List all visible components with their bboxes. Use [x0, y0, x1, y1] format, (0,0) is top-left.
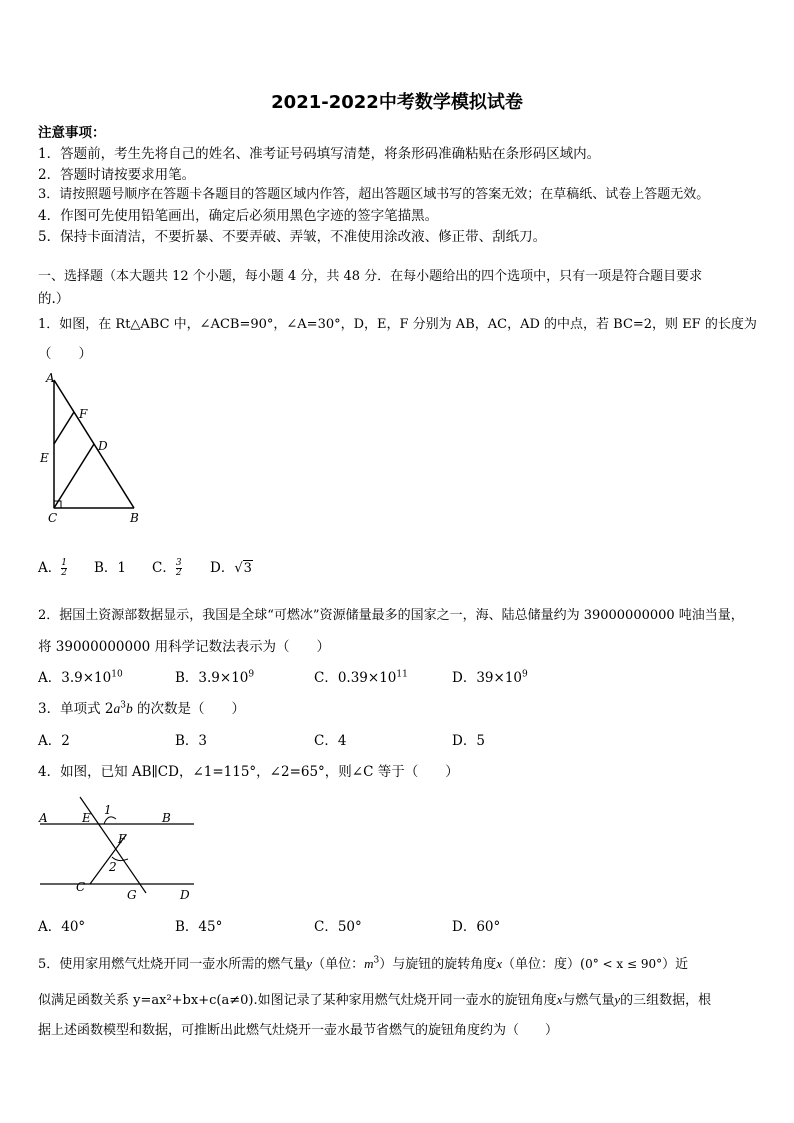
label-b: B	[162, 811, 171, 825]
angle-1-arc	[104, 817, 116, 824]
label-e: E	[40, 451, 49, 465]
q3-option-a[interactable]: A．2	[38, 733, 70, 749]
label-f: F	[118, 832, 127, 846]
q1-option-a[interactable]: A． $\frac{1}{2}$	[38, 558, 67, 578]
q4-option-a[interactable]: A．40°	[38, 919, 86, 935]
segment-cd	[54, 444, 94, 508]
section-header-line2: 的.）	[38, 291, 70, 307]
q1-triangle-figure	[34, 368, 154, 528]
label-g: G	[127, 888, 137, 902]
q2-option-a[interactable]: A．$3.9\times 10^{10}$	[38, 669, 123, 686]
q1-option-c[interactable]: C． $\frac{3}{2}$	[152, 558, 182, 578]
q4-option-b[interactable]: B．45°	[175, 919, 223, 935]
sqrt-three: √3	[234, 561, 252, 576]
label-a: A	[39, 811, 48, 825]
label-e: E	[82, 811, 91, 825]
q1-stem-line2: （ ）	[38, 346, 92, 362]
q4-parallel-lines-figure	[34, 795, 204, 905]
q1-stem-line1: 1．如图，在 Rt△ABC 中，∠ACB=90°，∠A=30°，D，E，F 分别为 AB，AC，AD 的中点，若 BC=2，则 EF 的长度为	[38, 317, 757, 332]
label-d: D	[98, 439, 108, 453]
q2-option-c[interactable]: C．$0.39\times 10^{11}$	[314, 669, 408, 686]
label-d: D	[180, 888, 190, 902]
q4-stem: 4．如图，已知 AB∥CD，∠1=115°，∠2=65°，则∠C 等于（ ）	[38, 764, 459, 780]
label-angle-2: 2	[109, 860, 117, 874]
fraction-one-half: $\frac{1}{2}$	[61, 558, 67, 578]
label-b: B	[130, 511, 139, 525]
section-header-line1: 一、选择题（本大题共 12 个小题，每小题 4 分，共 48 分．在每小题给出的四个选项中，只有一项是符合题目要求	[38, 269, 703, 284]
fraction-three-halves: $\frac{3}{2}$	[175, 558, 182, 578]
notes-header: 注意事项：	[38, 125, 106, 141]
q4-option-d[interactable]: D．60°	[452, 919, 501, 935]
label-a: A	[46, 371, 55, 385]
q2-stem-line2: 将 39000000000 用科学记数法表示为（ ）	[38, 639, 331, 655]
note-item: 3．请按照题号顺序在答题卡各题目的答题区域内作答，超出答题区域书写的答案无效；在草稿纸、试卷上答题无效。	[38, 187, 710, 202]
q3-option-b[interactable]: B．3	[175, 733, 208, 749]
q3-stem: 3．单项式 $2a^3b$ 的次数是（ ）	[38, 700, 246, 717]
note-item: 5．保持卡面清洁，不要折暴、不要弄破、弄皱，不准使用涂改液、修正带、刮纸刀。	[38, 229, 547, 245]
label-c: C	[48, 511, 58, 525]
note-item: 4．作图可先使用铅笔画出，确定后必须用黑色字迹的签字笔描黑。	[38, 208, 439, 224]
q4-option-c[interactable]: C．50°	[314, 919, 362, 935]
q5-stem-line3: 据上述函数模型和数据，可推断出此燃气灶烧开一壶水最节省燃气的旋钮角度约为（ ）	[38, 1023, 559, 1038]
segment-ef	[54, 412, 74, 444]
page-title: 2021-2022中考数学模拟试卷	[271, 92, 523, 113]
q5-stem-line1: 5．使用家用燃气灶烧开同一壶水所需的燃气量y（单位：$m^3$）与旋钮的旋转角度x（单位：度）(0° < x ≤ 90°）近	[38, 955, 689, 972]
q5-stem-line2: 似满足函数关系 y=ax²+bx+c(a≠0).如图记录了某种家用燃气灶烧开同一壶水的旋钮角度x与燃气量y的三组数据，根	[38, 992, 712, 1008]
label-c: C	[76, 880, 86, 894]
q2-stem-line1: 2．据国土资源部数据显示，我国是全球“可燃冰”资源储量最多的国家之一，海、陆总储量约为 39000000000 吨油当量，	[38, 608, 744, 623]
q3-option-d[interactable]: D．5	[452, 733, 485, 749]
label-f: F	[79, 407, 88, 421]
q1-option-d[interactable]: D．√3	[210, 560, 252, 576]
note-item: 1．答题前，考生先将自己的姓名、准考证号码填写清楚，将条形码准确粘贴在条形码区域内。	[38, 146, 601, 162]
note-item: 2．答题时请按要求用笔。	[38, 167, 196, 183]
label-angle-1: 1	[104, 803, 112, 817]
q1-option-b[interactable]: B．1	[94, 560, 127, 576]
q3-option-c[interactable]: C．4	[314, 733, 347, 749]
q2-option-d[interactable]: D．$39\times 10^9$	[452, 669, 528, 686]
q2-option-b[interactable]: B．$3.9\times 10^9$	[175, 669, 255, 686]
